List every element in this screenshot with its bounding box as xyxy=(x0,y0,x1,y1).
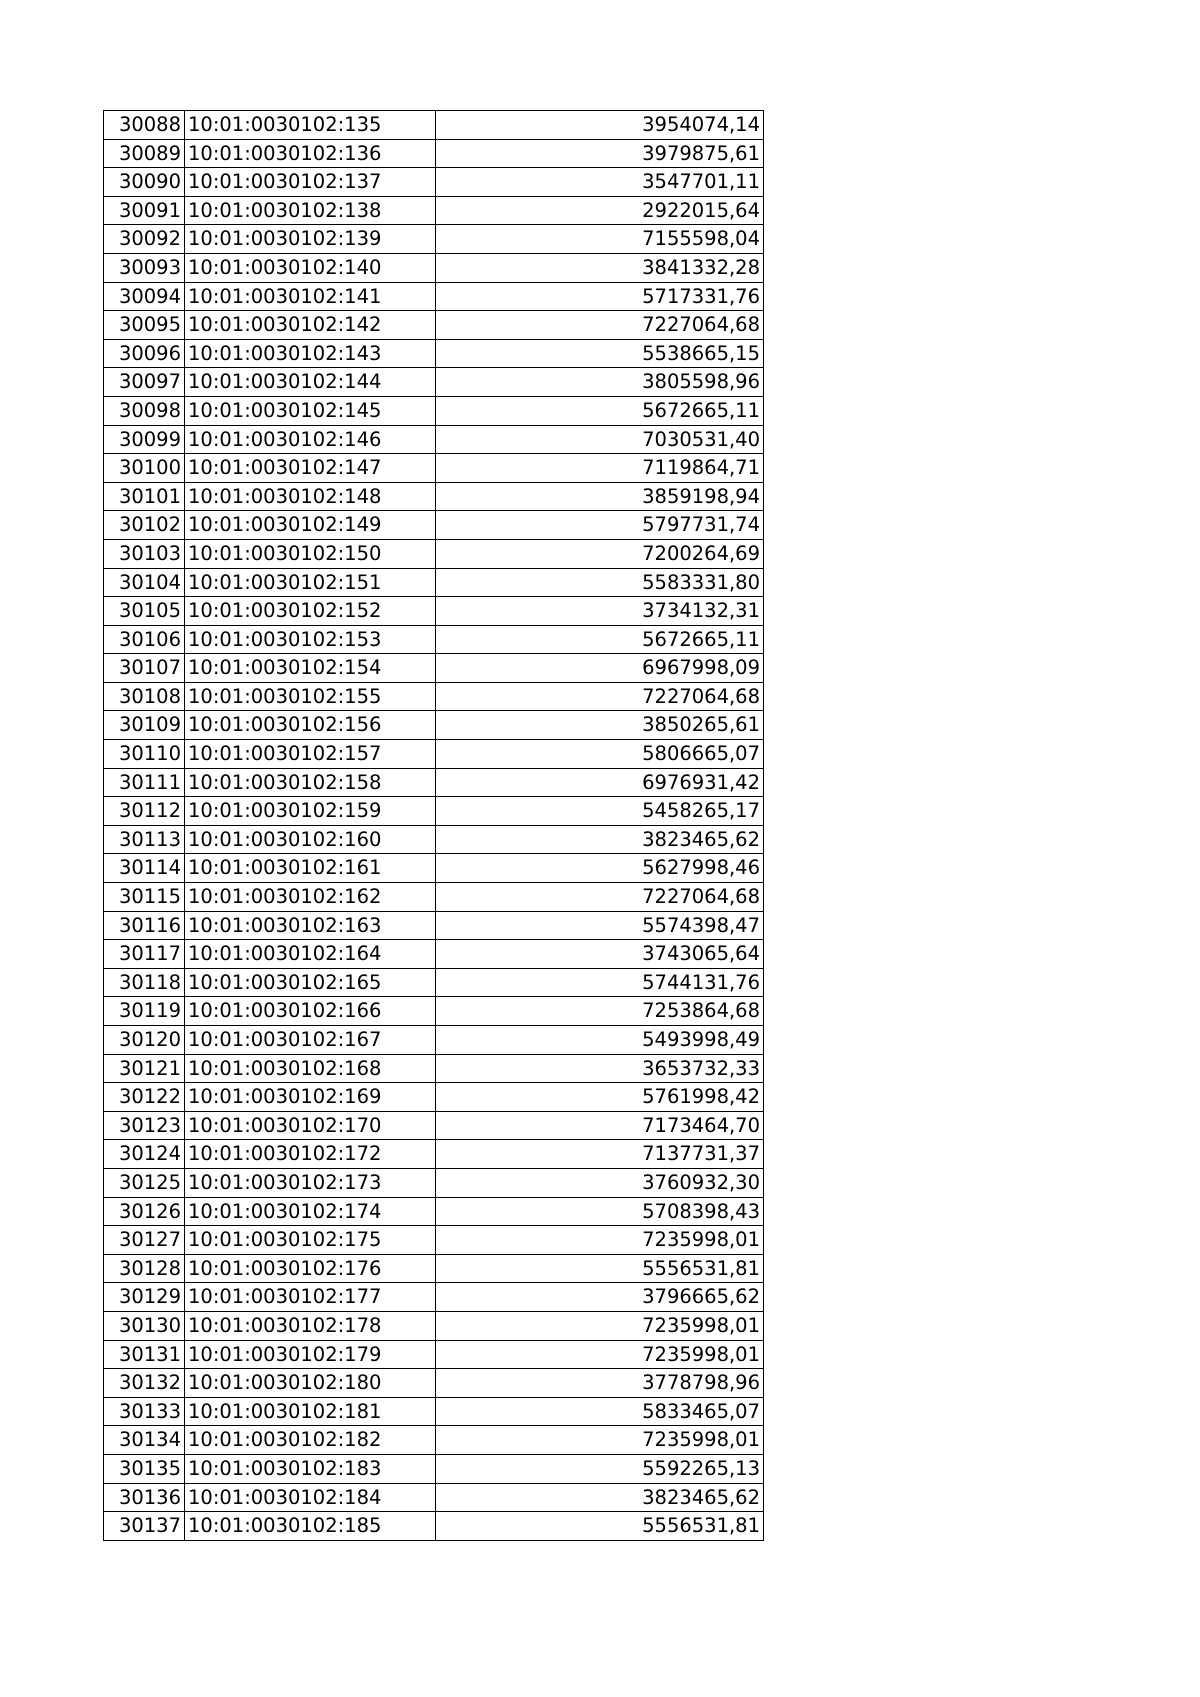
table-row xyxy=(104,1168,764,1197)
value-cell: 7030531,40 xyxy=(436,425,764,454)
value-cell: 7119864,71 xyxy=(436,454,764,483)
cadastral-number-cell: 10:01:0030102:172 xyxy=(185,1140,436,1169)
row-number-cell: 30131 xyxy=(104,1340,185,1369)
value-cell: 3859198,94 xyxy=(436,482,764,511)
value-cell: 5797731,74 xyxy=(436,511,764,540)
table-row xyxy=(104,1226,764,1255)
value-cell: 7235998,01 xyxy=(436,1226,764,1255)
table-row xyxy=(104,968,764,997)
cadastral-number-cell: 10:01:0030102:169 xyxy=(185,1083,436,1112)
row-number-cell: 30124 xyxy=(104,1140,185,1169)
cadastral-number-cell: 10:01:0030102:165 xyxy=(185,968,436,997)
value-cell: 2922015,64 xyxy=(436,196,764,225)
table-row xyxy=(104,911,764,940)
row-number-cell: 30108 xyxy=(104,682,185,711)
value-cell: 7227064,68 xyxy=(436,883,764,912)
cadastral-number-cell: 10:01:0030102:148 xyxy=(185,482,436,511)
table-row xyxy=(104,539,764,568)
table-row xyxy=(104,797,764,826)
value-cell: 6976931,42 xyxy=(436,768,764,797)
table-row xyxy=(104,225,764,254)
value-cell: 3796665,62 xyxy=(436,1283,764,1312)
cadastral-number-cell: 10:01:0030102:168 xyxy=(185,1054,436,1083)
table-row xyxy=(104,311,764,340)
row-number-cell: 30114 xyxy=(104,854,185,883)
cadastral-number-cell: 10:01:0030102:139 xyxy=(185,225,436,254)
table-row xyxy=(104,368,764,397)
row-number-cell: 30105 xyxy=(104,597,185,626)
row-number-cell: 30102 xyxy=(104,511,185,540)
cadastral-number-cell: 10:01:0030102:182 xyxy=(185,1426,436,1455)
value-cell: 5538665,15 xyxy=(436,339,764,368)
row-number-cell: 30117 xyxy=(104,940,185,969)
value-cell: 3823465,62 xyxy=(436,1483,764,1512)
table-row xyxy=(104,482,764,511)
cadastral-number-cell: 10:01:0030102:183 xyxy=(185,1454,436,1483)
cadastral-number-cell: 10:01:0030102:153 xyxy=(185,625,436,654)
cadastral-number-cell: 10:01:0030102:146 xyxy=(185,425,436,454)
row-number-cell: 30092 xyxy=(104,225,185,254)
row-number-cell: 30122 xyxy=(104,1083,185,1112)
value-cell: 5592265,13 xyxy=(436,1454,764,1483)
row-number-cell: 30090 xyxy=(104,168,185,197)
row-number-cell: 30111 xyxy=(104,768,185,797)
row-number-cell: 30118 xyxy=(104,968,185,997)
row-number-cell: 30095 xyxy=(104,311,185,340)
cadastral-number-cell: 10:01:0030102:163 xyxy=(185,911,436,940)
table-row xyxy=(104,597,764,626)
value-cell: 7235998,01 xyxy=(436,1311,764,1340)
value-cell: 7227064,68 xyxy=(436,311,764,340)
table-row xyxy=(104,1283,764,1312)
row-number-cell: 30097 xyxy=(104,368,185,397)
value-cell: 5744131,76 xyxy=(436,968,764,997)
cadastral-number-cell: 10:01:0030102:151 xyxy=(185,568,436,597)
cadastral-number-cell: 10:01:0030102:157 xyxy=(185,740,436,769)
cadastral-number-cell: 10:01:0030102:142 xyxy=(185,311,436,340)
row-number-cell: 30093 xyxy=(104,253,185,282)
table-row xyxy=(104,511,764,540)
table-row xyxy=(104,339,764,368)
table-row xyxy=(104,1083,764,1112)
table-row xyxy=(104,768,764,797)
row-number-cell: 30119 xyxy=(104,997,185,1026)
table-row xyxy=(104,825,764,854)
row-number-cell: 30099 xyxy=(104,425,185,454)
data-table xyxy=(103,110,764,1541)
table-row xyxy=(104,711,764,740)
value-cell: 3734132,31 xyxy=(436,597,764,626)
cadastral-number-cell: 10:01:0030102:145 xyxy=(185,396,436,425)
row-number-cell: 30133 xyxy=(104,1397,185,1426)
value-cell: 7155598,04 xyxy=(436,225,764,254)
cadastral-number-cell: 10:01:0030102:179 xyxy=(185,1340,436,1369)
row-number-cell: 30098 xyxy=(104,396,185,425)
table-row xyxy=(104,454,764,483)
value-cell: 5556531,81 xyxy=(436,1512,764,1541)
cadastral-number-cell: 10:01:0030102:177 xyxy=(185,1283,436,1312)
row-number-cell: 30125 xyxy=(104,1168,185,1197)
row-number-cell: 30123 xyxy=(104,1111,185,1140)
value-cell: 7227064,68 xyxy=(436,682,764,711)
table-row xyxy=(104,1197,764,1226)
table-row xyxy=(104,1512,764,1541)
cadastral-number-cell: 10:01:0030102:176 xyxy=(185,1254,436,1283)
cadastral-number-cell: 10:01:0030102:161 xyxy=(185,854,436,883)
value-cell: 3823465,62 xyxy=(436,825,764,854)
cadastral-number-cell: 10:01:0030102:154 xyxy=(185,654,436,683)
table-row xyxy=(104,1397,764,1426)
row-number-cell: 30104 xyxy=(104,568,185,597)
table-row xyxy=(104,1311,764,1340)
table-row xyxy=(104,1026,764,1055)
cadastral-number-cell: 10:01:0030102:162 xyxy=(185,883,436,912)
value-cell: 7235998,01 xyxy=(436,1426,764,1455)
table-row xyxy=(104,168,764,197)
cadastral-number-cell: 10:01:0030102:135 xyxy=(185,111,436,140)
cadastral-number-cell: 10:01:0030102:164 xyxy=(185,940,436,969)
row-number-cell: 30120 xyxy=(104,1026,185,1055)
table-body xyxy=(104,111,764,1541)
table-row xyxy=(104,425,764,454)
table-row xyxy=(104,1483,764,1512)
row-number-cell: 30089 xyxy=(104,139,185,168)
table-row xyxy=(104,940,764,969)
cadastral-number-cell: 10:01:0030102:167 xyxy=(185,1026,436,1055)
cadastral-number-cell: 10:01:0030102:166 xyxy=(185,997,436,1026)
table-row xyxy=(104,682,764,711)
value-cell: 3547701,11 xyxy=(436,168,764,197)
table-row xyxy=(104,1140,764,1169)
cadastral-number-cell: 10:01:0030102:138 xyxy=(185,196,436,225)
table-row xyxy=(104,1369,764,1398)
value-cell: 3743065,64 xyxy=(436,940,764,969)
value-cell: 7173464,70 xyxy=(436,1111,764,1140)
row-number-cell: 30101 xyxy=(104,482,185,511)
value-cell: 6967998,09 xyxy=(436,654,764,683)
cadastral-number-cell: 10:01:0030102:149 xyxy=(185,511,436,540)
cadastral-number-cell: 10:01:0030102:180 xyxy=(185,1369,436,1398)
table-row xyxy=(104,1454,764,1483)
table-row xyxy=(104,396,764,425)
row-number-cell: 30110 xyxy=(104,740,185,769)
value-cell: 7253864,68 xyxy=(436,997,764,1026)
cadastral-number-cell: 10:01:0030102:159 xyxy=(185,797,436,826)
cadastral-number-cell: 10:01:0030102:158 xyxy=(185,768,436,797)
row-number-cell: 30127 xyxy=(104,1226,185,1255)
row-number-cell: 30121 xyxy=(104,1054,185,1083)
row-number-cell: 30109 xyxy=(104,711,185,740)
cadastral-number-cell: 10:01:0030102:156 xyxy=(185,711,436,740)
row-number-cell: 30137 xyxy=(104,1512,185,1541)
table-row xyxy=(104,625,764,654)
cadastral-number-cell: 10:01:0030102:136 xyxy=(185,139,436,168)
table-row xyxy=(104,282,764,311)
table-row xyxy=(104,854,764,883)
row-number-cell: 30128 xyxy=(104,1254,185,1283)
cadastral-number-cell: 10:01:0030102:152 xyxy=(185,597,436,626)
cadastral-number-cell: 10:01:0030102:170 xyxy=(185,1111,436,1140)
table-row xyxy=(104,568,764,597)
row-number-cell: 30091 xyxy=(104,196,185,225)
value-cell: 3653732,33 xyxy=(436,1054,764,1083)
cadastral-number-cell: 10:01:0030102:141 xyxy=(185,282,436,311)
table-row xyxy=(104,740,764,769)
cadastral-number-cell: 10:01:0030102:173 xyxy=(185,1168,436,1197)
table-row xyxy=(104,111,764,140)
cadastral-number-cell: 10:01:0030102:178 xyxy=(185,1311,436,1340)
table-row xyxy=(104,1054,764,1083)
value-cell: 5672665,11 xyxy=(436,625,764,654)
row-number-cell: 30106 xyxy=(104,625,185,654)
cadastral-number-cell: 10:01:0030102:150 xyxy=(185,539,436,568)
row-number-cell: 30088 xyxy=(104,111,185,140)
cadastral-number-cell: 10:01:0030102:143 xyxy=(185,339,436,368)
row-number-cell: 30094 xyxy=(104,282,185,311)
table-row xyxy=(104,1340,764,1369)
value-cell: 5458265,17 xyxy=(436,797,764,826)
table-row xyxy=(104,253,764,282)
value-cell: 5806665,07 xyxy=(436,740,764,769)
value-cell: 5761998,42 xyxy=(436,1083,764,1112)
value-cell: 7235998,01 xyxy=(436,1340,764,1369)
row-number-cell: 30107 xyxy=(104,654,185,683)
value-cell: 5556531,81 xyxy=(436,1254,764,1283)
row-number-cell: 30112 xyxy=(104,797,185,826)
value-cell: 7137731,37 xyxy=(436,1140,764,1169)
row-number-cell: 30135 xyxy=(104,1454,185,1483)
row-number-cell: 30115 xyxy=(104,883,185,912)
value-cell: 5833465,07 xyxy=(436,1397,764,1426)
value-cell: 3850265,61 xyxy=(436,711,764,740)
cadastral-number-cell: 10:01:0030102:174 xyxy=(185,1197,436,1226)
value-cell: 3979875,61 xyxy=(436,139,764,168)
table-row xyxy=(104,883,764,912)
cadastral-number-cell: 10:01:0030102:160 xyxy=(185,825,436,854)
row-number-cell: 30136 xyxy=(104,1483,185,1512)
value-cell: 5574398,47 xyxy=(436,911,764,940)
row-number-cell: 30129 xyxy=(104,1283,185,1312)
table-row xyxy=(104,196,764,225)
row-number-cell: 30134 xyxy=(104,1426,185,1455)
row-number-cell: 30132 xyxy=(104,1369,185,1398)
value-cell: 5493998,49 xyxy=(436,1026,764,1055)
cadastral-number-cell: 10:01:0030102:184 xyxy=(185,1483,436,1512)
table-row xyxy=(104,997,764,1026)
row-number-cell: 30103 xyxy=(104,539,185,568)
row-number-cell: 30096 xyxy=(104,339,185,368)
cadastral-number-cell: 10:01:0030102:137 xyxy=(185,168,436,197)
table-row xyxy=(104,1254,764,1283)
value-cell: 3760932,30 xyxy=(436,1168,764,1197)
cadastral-number-cell: 10:01:0030102:147 xyxy=(185,454,436,483)
value-cell: 5627998,46 xyxy=(436,854,764,883)
cadastral-number-cell: 10:01:0030102:144 xyxy=(185,368,436,397)
row-number-cell: 30116 xyxy=(104,911,185,940)
value-cell: 7200264,69 xyxy=(436,539,764,568)
value-cell: 5672665,11 xyxy=(436,396,764,425)
row-number-cell: 30100 xyxy=(104,454,185,483)
cadastral-number-cell: 10:01:0030102:140 xyxy=(185,253,436,282)
value-cell: 3805598,96 xyxy=(436,368,764,397)
row-number-cell: 30130 xyxy=(104,1311,185,1340)
cadastral-number-cell: 10:01:0030102:155 xyxy=(185,682,436,711)
value-cell: 3841332,28 xyxy=(436,253,764,282)
table-row xyxy=(104,1111,764,1140)
row-number-cell: 30126 xyxy=(104,1197,185,1226)
table-row xyxy=(104,1426,764,1455)
value-cell: 5717331,76 xyxy=(436,282,764,311)
value-cell: 3954074,14 xyxy=(436,111,764,140)
cadastral-number-cell: 10:01:0030102:181 xyxy=(185,1397,436,1426)
value-cell: 5583331,80 xyxy=(436,568,764,597)
value-cell: 3778798,96 xyxy=(436,1369,764,1398)
value-cell: 5708398,43 xyxy=(436,1197,764,1226)
cadastral-number-cell: 10:01:0030102:175 xyxy=(185,1226,436,1255)
table-row xyxy=(104,139,764,168)
row-number-cell: 30113 xyxy=(104,825,185,854)
table-row xyxy=(104,654,764,683)
cadastral-number-cell: 10:01:0030102:185 xyxy=(185,1512,436,1541)
